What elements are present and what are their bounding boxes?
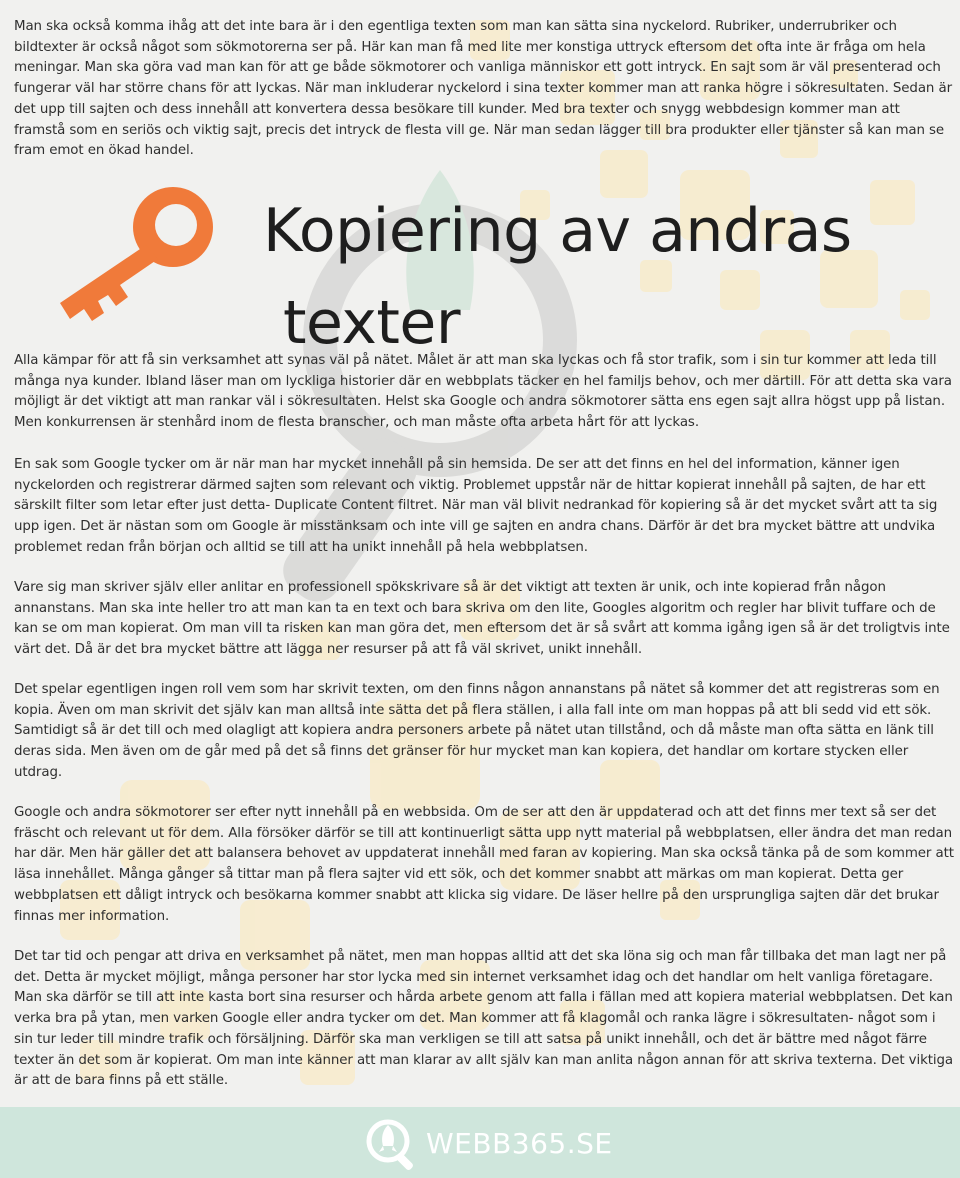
body-paragraph-4: Det spelar egentligen ingen roll vem som har skrivit texten, om den finns någon annanstans på nätet så kommer det att registreras som en kopia. Även om man skrivit det själv kan man alltså inte sätta det på flera ställen, i alla fall inte om man hoppas på att bli sedd vid ett sök. Samtidigt så är det till och med olagligt att kopiera andra personers arbete på nätet utan tillstånd, och då måste man ofta sätta en länk till deras sida. Men även om de går med på det så finns det gränser för hur mycket man kan kopiera, det handlar om kortare stycken eller utdrag. <box>14 682 940 780</box>
body-paragraph-2: En sak som Google tycker om är när man har mycket innehåll på sin hemsida. De ser att det finns en hel del information, känner igen nyckelorden och registrerar därmed sajten som relevant och viktig. Problemet uppstår när de hittar kopierat innehåll på sajten, de har ett särskilt filter som letar efter just detta- Duplicate Content filtret. När man väl blivit nedrankad för kopiering så är det mycket svårt att ta sig upp igen. Det är nästan som om Google är misstänksam och inte vill ge sajten en andra chans. Därför är det bra mycket bättre att undvika problemet redan från början och alltid se till att ha unikt innehåll på hela webbplatsen. <box>14 457 938 555</box>
rocket-magnifier-icon <box>360 1115 422 1171</box>
footer-banner <box>0 1107 960 1178</box>
footer-brand: WEBB365.SE <box>426 1126 613 1160</box>
page-title-line-1: Kopiering av andras <box>263 196 852 266</box>
intro-paragraph: Man ska också komma ihåg att det inte bara är i den egentliga texten som man kan sätta sina nyckelord. Rubriker, underrubriker och bildtexter är också något som sökmotorerna ser på. Här kan man få med lite mer konstiga uttryck eftersom det ofta inte är fråga om hela meningar. Man ska göra vad man kan för att ge både sökmotorer och vanliga människor ett gott intryck. En sajt som är väl presenterad och fungerar väl har större chans för att lyckas. När man inkluderar nyckelord i sina texter kommer man att ranka högre i sökresultaten. Sedan är det upp till sajten och dess innehåll att konvertera dessa besökare till kunder. Med bra texter och snygg webbdesign kommer man att framstå som en seriös och viktig sajt, precis det intryck de flesta vill ge. När man sedan lägger till bra produkter eller tjänster så kan man se fram emot en ökad handel. <box>14 19 952 159</box>
page-title-line-2: texter <box>283 288 460 358</box>
heading-block <box>48 185 948 358</box>
body-paragraph-5: Google och andra sökmotorer ser efter nytt innehåll på en webbsida. Om de ser att den är uppdaterad och att det finns mer text så ser det fräscht och relevant ut för dem. Alla försöker därför se till att kontinuerligt sätta upp nytt material på webbplatsen, eller ändra det man redan har där. Men här gäller det att balansera behovet av uppdaterat innehåll med faran av kopiering. Man ska också tänka på de som kommer att läsa innehållet. Många gånger så tittar man på flera sajter vid ett sök, och det kommer snabbt att märkas om man kopierat. Detta ger webbplatsen ett dåligt intryck och besökarna kommer snabbt att klicka sig vidare. De läser hellre på den ursprungliga sajten där det brukar finnas mer information. <box>14 805 954 924</box>
key-icon <box>48 185 218 325</box>
body-paragraph-1: Alla kämpar för att få sin verksamhet att synas väl på nätet. Målet är att man ska lyckas och få stor trafik, som i sin tur kommer att leda till många nya kunder. Ibland läser man om lyckliga historier där en webbplats täcker en hel familjs behov, och mer därtill. För att detta ska vara möjligt är det viktigt att man rankar väl i sökresultaten. Helst ska Google och andra sökmotorer sätta ens egen sajt allra högst upp på listan. Men konkurrensen är stenhård inom de flesta branscher, och man måste ofta arbeta hårt för att lyckas. <box>14 353 952 431</box>
body-paragraph-6: Det tar tid och pengar att driva en verksamhet på nätet, men man hoppas alltid att det ska löna sig och man får tillbaka det man lagt ner på det. Detta är mycket möjligt, många personer har stor lycka med sin internet verksamhet idag och det handlar om helt vanliga företagare. Man ska därför se till att inte kasta bort sina resurser och hårda arbete genom att falla i fällan med att kopiera material webbplatsen. Det kan verka bra på ytan, men varken Google eller andra tycker om det. Man kommer att få klagomål och ranka lägre i sökresultaten- något som i sin tur leder till mindre trafik och försäljning. Därför ska man verkligen se till att satsa på unikt innehåll, och det är bättre med något färre texter än det som är kopierat. Om man inte känner att man klarar av allt själv kan man anlita någon annan för att skriva texterna. Det viktiga är att de bara finns på ett ställe. <box>14 949 954 1089</box>
footer-logo[interactable] <box>360 1115 613 1171</box>
page-title <box>263 185 953 369</box>
body-paragraph-3: Vare sig man skriver själv eller anlitar en professionell spökskrivare så är det viktigt att texten är unik, och inte kopierad från någon annanstans. Man ska inte heller tro att man kan ta en text och bara skriva om den lite, Googles algoritm och regler har blivit tuffare och de kan se om man kopierat. Om man vill ta risken kan man göra det, men eftersom det är så svårt att komma igång igen så är det troligtvis inte värt det. Då är det bra mycket bättre att lägga ner resurser på att få väl skrivet, unikt innehåll. <box>14 580 950 658</box>
